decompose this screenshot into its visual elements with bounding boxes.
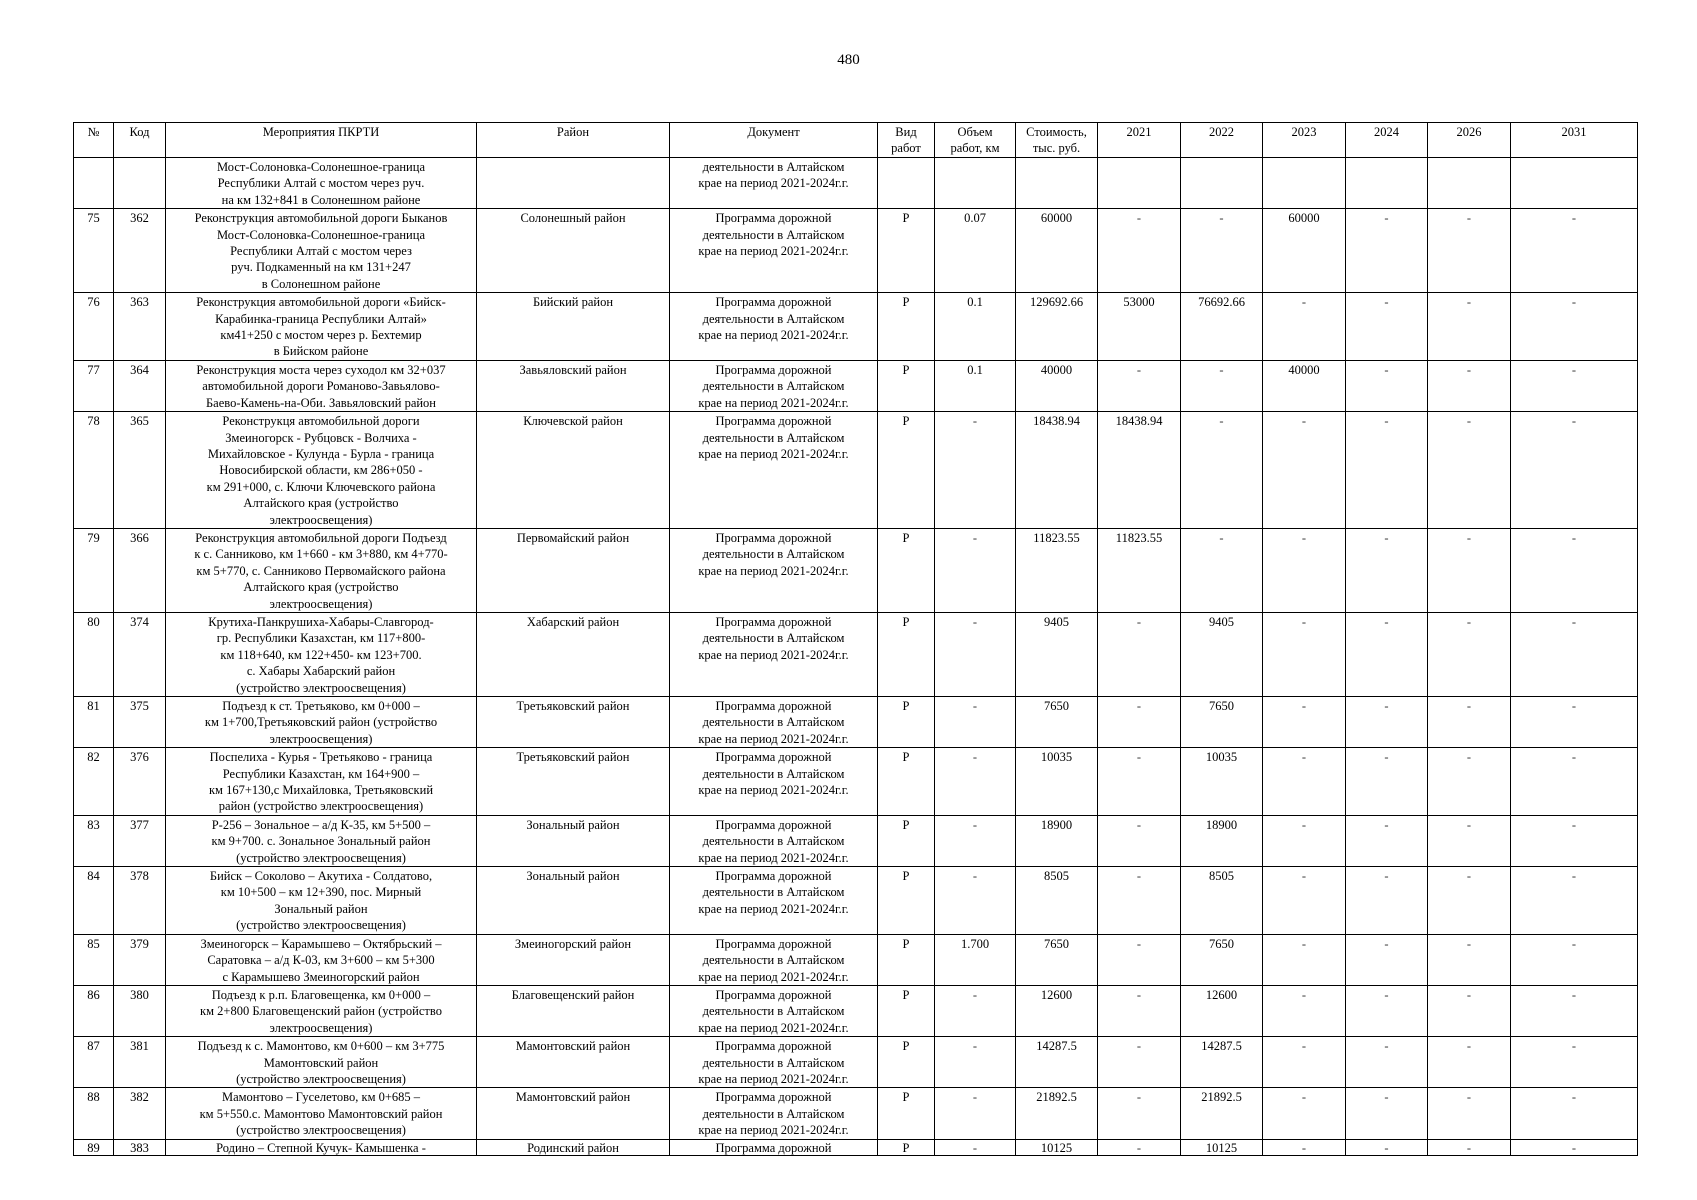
header-col-code: Код bbox=[114, 123, 166, 158]
row-number: 78 bbox=[74, 412, 114, 529]
year-2024-cell: - bbox=[1346, 1088, 1428, 1139]
year-2023-cell: - bbox=[1263, 985, 1346, 1036]
district-cell: Мамонтовский район bbox=[477, 1037, 670, 1088]
year-2023-cell: - bbox=[1263, 697, 1346, 748]
volume-cell: - bbox=[935, 985, 1016, 1036]
row-code: 375 bbox=[114, 697, 166, 748]
district-cell: Ключевской район bbox=[477, 412, 670, 529]
row-number: 87 bbox=[74, 1037, 114, 1088]
year-2026-cell: - bbox=[1428, 1139, 1511, 1155]
table-row bbox=[74, 412, 1638, 529]
table-row bbox=[74, 1088, 1638, 1139]
year-2031-cell: - bbox=[1511, 1037, 1638, 1088]
year-2031-cell: - bbox=[1511, 748, 1638, 816]
year-2024-cell: - bbox=[1346, 985, 1428, 1036]
table-row bbox=[74, 867, 1638, 935]
row-number: 83 bbox=[74, 815, 114, 866]
year-2023-cell: - bbox=[1263, 1088, 1346, 1139]
year-2023-cell: - bbox=[1263, 934, 1346, 985]
work-type-cell: Р bbox=[878, 412, 935, 529]
volume-cell bbox=[935, 158, 1016, 209]
year-2024-cell: - bbox=[1346, 528, 1428, 612]
year-2022-cell: 7650 bbox=[1181, 934, 1263, 985]
district-cell: Первомайский район bbox=[477, 528, 670, 612]
year-2023-cell: - bbox=[1263, 867, 1346, 935]
document-cell: Программа дорожной деятельности в Алтайском крае на период 2021-2024г.г. bbox=[670, 209, 878, 293]
event-cell: Мамонтово – Гуселетово, км 0+685 – км 5+550.с. Мамонтово Мамонтовский район (устройство электроосвещения) bbox=[166, 1088, 477, 1139]
event-cell: Мост-Солоновка-Солонешное-граница Республики Алтай с мостом через руч. на км 132+841 в Солонешном районе bbox=[166, 158, 477, 209]
year-2022-cell: 7650 bbox=[1181, 697, 1263, 748]
district-cell: Солонешный район bbox=[477, 209, 670, 293]
header-col-district: Район bbox=[477, 123, 670, 158]
work-type-cell: Р bbox=[878, 360, 935, 411]
year-2021-cell: - bbox=[1098, 360, 1181, 411]
cost-cell: 129692.66 bbox=[1016, 293, 1098, 361]
year-2022-cell: - bbox=[1181, 209, 1263, 293]
document-cell: Программа дорожной деятельности в Алтайском крае на период 2021-2024г.г. bbox=[670, 985, 878, 1036]
year-2022-cell: 21892.5 bbox=[1181, 1088, 1263, 1139]
year-2021-cell: - bbox=[1098, 748, 1181, 816]
cost-cell: 10035 bbox=[1016, 748, 1098, 816]
work-type-cell: Р bbox=[878, 528, 935, 612]
header-col-2031: 2031 bbox=[1511, 123, 1638, 158]
volume-cell: - bbox=[935, 528, 1016, 612]
year-2031-cell: - bbox=[1511, 293, 1638, 361]
year-2021-cell: - bbox=[1098, 867, 1181, 935]
event-cell: Змеиногорск – Карамышево – Октябрьский – Саратовка – а/д К-03, км 3+600 – км 5+300 с Карамышево Змеиногорский район bbox=[166, 934, 477, 985]
row-number: 76 bbox=[74, 293, 114, 361]
year-2024-cell: - bbox=[1346, 697, 1428, 748]
cost-cell: 10125 bbox=[1016, 1139, 1098, 1155]
row-number: 85 bbox=[74, 934, 114, 985]
year-2022-cell bbox=[1181, 158, 1263, 209]
year-2021-cell: - bbox=[1098, 612, 1181, 696]
table-row bbox=[74, 209, 1638, 293]
year-2024-cell: - bbox=[1346, 209, 1428, 293]
year-2021-cell: 53000 bbox=[1098, 293, 1181, 361]
year-2022-cell: 12600 bbox=[1181, 985, 1263, 1036]
year-2026-cell: - bbox=[1428, 209, 1511, 293]
year-2026-cell: - bbox=[1428, 934, 1511, 985]
table-header-row bbox=[74, 123, 1638, 158]
document-cell: Программа дорожной деятельности в Алтайском крае на период 2021-2024г.г. bbox=[670, 934, 878, 985]
year-2026-cell: - bbox=[1428, 612, 1511, 696]
cost-cell bbox=[1016, 158, 1098, 209]
year-2024-cell: - bbox=[1346, 815, 1428, 866]
year-2024-cell: - bbox=[1346, 412, 1428, 529]
year-2021-cell: - bbox=[1098, 1088, 1181, 1139]
year-2022-cell: - bbox=[1181, 412, 1263, 529]
row-number: 84 bbox=[74, 867, 114, 935]
year-2031-cell: - bbox=[1511, 1139, 1638, 1155]
volume-cell: 0.1 bbox=[935, 360, 1016, 411]
volume-cell: - bbox=[935, 867, 1016, 935]
year-2023-cell: - bbox=[1263, 1139, 1346, 1155]
work-type-cell: Р bbox=[878, 934, 935, 985]
year-2031-cell: - bbox=[1511, 612, 1638, 696]
row-number bbox=[74, 158, 114, 209]
year-2022-cell: 18900 bbox=[1181, 815, 1263, 866]
event-cell: Реконструкция автомобильной дороги Подъезд к с. Санниково, км 1+660 - км 3+880, км 4+770- км 5+770, с. Санниково Первомайского района Алтайского края (устройство электроосвещения) bbox=[166, 528, 477, 612]
header-col-number: № bbox=[74, 123, 114, 158]
year-2026-cell: - bbox=[1428, 1037, 1511, 1088]
event-cell: Реконструкция моста через суходол км 32+037 автомобильной дороги Романово-Завьялово- Баево-Камень-на-Оби. Завьяловский район bbox=[166, 360, 477, 411]
year-2024-cell bbox=[1346, 158, 1428, 209]
year-2031-cell: - bbox=[1511, 815, 1638, 866]
event-cell: Подъезд к ст. Третьяково, км 0+000 – км 1+700,Третьяковский район (устройство электроосвещения) bbox=[166, 697, 477, 748]
event-cell: Реконструкця автомобильной дороги Змеиногорск - Рубцовск - Волчиха - Михайловское - Кулунда - Бурла - граница Новосибирской области, км 286+050 - км 291+000, с. Ключи Ключевского района Алтайского края (устройство электроосвещения) bbox=[166, 412, 477, 529]
year-2022-cell: 14287.5 bbox=[1181, 1037, 1263, 1088]
document-cell: деятельности в Алтайском крае на период 2021-2024г.г. bbox=[670, 158, 878, 209]
document-cell: Программа дорожной деятельности в Алтайском крае на период 2021-2024г.г. bbox=[670, 1088, 878, 1139]
year-2024-cell: - bbox=[1346, 1037, 1428, 1088]
row-code: 363 bbox=[114, 293, 166, 361]
row-code: 364 bbox=[114, 360, 166, 411]
header-col-event: Мероприятия ПКРТИ bbox=[166, 123, 477, 158]
year-2023-cell: - bbox=[1263, 748, 1346, 816]
year-2026-cell: - bbox=[1428, 697, 1511, 748]
volume-cell: - bbox=[935, 1088, 1016, 1139]
table-row bbox=[74, 1139, 1638, 1155]
cost-cell: 21892.5 bbox=[1016, 1088, 1098, 1139]
year-2022-cell: 76692.66 bbox=[1181, 293, 1263, 361]
volume-cell: - bbox=[935, 1139, 1016, 1155]
header-col-document: Документ bbox=[670, 123, 878, 158]
district-cell: Змеиногорский район bbox=[477, 934, 670, 985]
document-cell: Программа дорожной деятельности в Алтайском крае на период 2021-2024г.г. bbox=[670, 867, 878, 935]
event-cell: Реконструкция автомобильной дороги Быканов Мост-Солоновка-Солонешное-граница Республики Алтай с мостом через руч. Подкаменный на км 131+247 в Солонешном районе bbox=[166, 209, 477, 293]
district-cell: Мамонтовский район bbox=[477, 1088, 670, 1139]
cost-cell: 7650 bbox=[1016, 697, 1098, 748]
year-2022-cell: 8505 bbox=[1181, 867, 1263, 935]
event-cell: Бийск – Соколово – Акутиха - Солдатово, км 10+500 – км 12+390, пос. Мирный Зональный район (устройство электроосвещения) bbox=[166, 867, 477, 935]
work-type-cell: Р bbox=[878, 293, 935, 361]
row-number: 79 bbox=[74, 528, 114, 612]
year-2026-cell: - bbox=[1428, 815, 1511, 866]
row-code: 380 bbox=[114, 985, 166, 1036]
year-2026-cell: - bbox=[1428, 1088, 1511, 1139]
year-2021-cell: - bbox=[1098, 697, 1181, 748]
header-col-2023: 2023 bbox=[1263, 123, 1346, 158]
volume-cell: 0.07 bbox=[935, 209, 1016, 293]
year-2024-cell: - bbox=[1346, 360, 1428, 411]
cost-cell: 12600 bbox=[1016, 985, 1098, 1036]
district-cell bbox=[477, 158, 670, 209]
year-2023-cell: - bbox=[1263, 815, 1346, 866]
document-cell: Программа дорожной деятельности в Алтайском крае на период 2021-2024г.г. bbox=[670, 612, 878, 696]
year-2031-cell: - bbox=[1511, 360, 1638, 411]
district-cell: Родинский район bbox=[477, 1139, 670, 1155]
row-code: 378 bbox=[114, 867, 166, 935]
table-row bbox=[74, 815, 1638, 866]
year-2026-cell: - bbox=[1428, 293, 1511, 361]
volume-cell: - bbox=[935, 815, 1016, 866]
year-2031-cell bbox=[1511, 158, 1638, 209]
page-number: 480 bbox=[837, 52, 860, 68]
year-2024-cell: - bbox=[1346, 1139, 1428, 1155]
row-number: 86 bbox=[74, 985, 114, 1036]
event-cell: Подъезд к с. Мамонтово, км 0+600 – км 3+775 Мамонтовский район (устройство электроосвещения) bbox=[166, 1037, 477, 1088]
row-code: 383 bbox=[114, 1139, 166, 1155]
row-number: 75 bbox=[74, 209, 114, 293]
work-type-cell: Р bbox=[878, 815, 935, 866]
work-type-cell: Р bbox=[878, 612, 935, 696]
header-col-cost: Стоимость, тыс. руб. bbox=[1016, 123, 1098, 158]
year-2021-cell: - bbox=[1098, 985, 1181, 1036]
row-code: 365 bbox=[114, 412, 166, 529]
district-cell: Зональный район bbox=[477, 815, 670, 866]
year-2022-cell: 10125 bbox=[1181, 1139, 1263, 1155]
table-row bbox=[74, 612, 1638, 696]
work-type-cell: Р bbox=[878, 1037, 935, 1088]
year-2026-cell bbox=[1428, 158, 1511, 209]
year-2023-cell: - bbox=[1263, 528, 1346, 612]
year-2022-cell: 10035 bbox=[1181, 748, 1263, 816]
year-2031-cell: - bbox=[1511, 528, 1638, 612]
row-number: 81 bbox=[74, 697, 114, 748]
row-code: 376 bbox=[114, 748, 166, 816]
year-2031-cell: - bbox=[1511, 697, 1638, 748]
volume-cell: - bbox=[935, 412, 1016, 529]
row-code: 374 bbox=[114, 612, 166, 696]
row-code: 362 bbox=[114, 209, 166, 293]
year-2023-cell: - bbox=[1263, 612, 1346, 696]
event-cell: Крутиха-Панкрушиха-Хабары-Славгород- гр. Республики Казахстан, км 117+800- км 118+640, км 122+450- км 123+700. с. Хабары Хабарский район (устройство электроосвещения) bbox=[166, 612, 477, 696]
year-2021-cell bbox=[1098, 158, 1181, 209]
document-cell: Программа дорожной деятельности в Алтайском крае на период 2021-2024г.г. bbox=[670, 1037, 878, 1088]
year-2031-cell: - bbox=[1511, 1088, 1638, 1139]
cost-cell: 11823.55 bbox=[1016, 528, 1098, 612]
volume-cell: 0.1 bbox=[935, 293, 1016, 361]
row-number: 82 bbox=[74, 748, 114, 816]
year-2024-cell: - bbox=[1346, 934, 1428, 985]
district-cell: Бийский район bbox=[477, 293, 670, 361]
year-2031-cell: - bbox=[1511, 934, 1638, 985]
district-cell: Благовещенский район bbox=[477, 985, 670, 1036]
document-cell: Программа дорожной деятельности в Алтайском крае на период 2021-2024г.г. bbox=[670, 360, 878, 411]
cost-cell: 8505 bbox=[1016, 867, 1098, 935]
table-row bbox=[74, 293, 1638, 361]
work-type-cell: Р bbox=[878, 985, 935, 1036]
event-cell: Подъезд к р.п. Благовещенка, км 0+000 – км 2+800 Благовещенский район (устройство электроосвещения) bbox=[166, 985, 477, 1036]
table-row bbox=[74, 697, 1638, 748]
year-2022-cell: - bbox=[1181, 528, 1263, 612]
year-2023-cell: - bbox=[1263, 1037, 1346, 1088]
work-type-cell: Р bbox=[878, 1088, 935, 1139]
year-2031-cell: - bbox=[1511, 412, 1638, 529]
cost-cell: 40000 bbox=[1016, 360, 1098, 411]
document-cell: Программа дорожной деятельности в Алтайском крае на период 2021-2024г.г. bbox=[670, 697, 878, 748]
year-2026-cell: - bbox=[1428, 412, 1511, 529]
year-2026-cell: - bbox=[1428, 360, 1511, 411]
year-2021-cell: - bbox=[1098, 1139, 1181, 1155]
district-cell: Зональный район bbox=[477, 867, 670, 935]
year-2026-cell: - bbox=[1428, 748, 1511, 816]
event-cell: Р-256 – Зональное – а/д К-35, км 5+500 – км 9+700. с. Зональное Зональный район (устройство электроосвещения) bbox=[166, 815, 477, 866]
year-2021-cell: - bbox=[1098, 1037, 1181, 1088]
row-number: 89 bbox=[74, 1139, 114, 1155]
year-2023-cell bbox=[1263, 158, 1346, 209]
cost-cell: 18438.94 bbox=[1016, 412, 1098, 529]
event-cell: Родино – Степной Кучук- Камышенка - bbox=[166, 1139, 477, 1155]
volume-cell: - bbox=[935, 697, 1016, 748]
year-2023-cell: 60000 bbox=[1263, 209, 1346, 293]
year-2021-cell: 18438.94 bbox=[1098, 412, 1181, 529]
row-code: 379 bbox=[114, 934, 166, 985]
work-type-cell: Р bbox=[878, 867, 935, 935]
document-cell: Программа дорожной деятельности в Алтайском крае на период 2021-2024г.г. bbox=[670, 748, 878, 816]
work-type-cell: Р bbox=[878, 748, 935, 816]
year-2026-cell: - bbox=[1428, 985, 1511, 1036]
year-2024-cell: - bbox=[1346, 293, 1428, 361]
roads-program-table bbox=[73, 122, 1638, 1156]
work-type-cell: Р bbox=[878, 1139, 935, 1155]
year-2026-cell: - bbox=[1428, 528, 1511, 612]
volume-cell: - bbox=[935, 612, 1016, 696]
row-code: 377 bbox=[114, 815, 166, 866]
work-type-cell: Р bbox=[878, 697, 935, 748]
header-col-volume: Объем работ, км bbox=[935, 123, 1016, 158]
cost-cell: 9405 bbox=[1016, 612, 1098, 696]
row-code: 366 bbox=[114, 528, 166, 612]
table-row bbox=[74, 528, 1638, 612]
header-col-2022: 2022 bbox=[1181, 123, 1263, 158]
year-2024-cell: - bbox=[1346, 867, 1428, 935]
table-row bbox=[74, 360, 1638, 411]
district-cell: Хабарский район bbox=[477, 612, 670, 696]
year-2031-cell: - bbox=[1511, 867, 1638, 935]
row-code bbox=[114, 158, 166, 209]
row-number: 80 bbox=[74, 612, 114, 696]
year-2023-cell: - bbox=[1263, 293, 1346, 361]
cost-cell: 14287.5 bbox=[1016, 1037, 1098, 1088]
document-cell: Программа дорожной деятельности в Алтайском крае на период 2021-2024г.г. bbox=[670, 412, 878, 529]
year-2022-cell: - bbox=[1181, 360, 1263, 411]
volume-cell: - bbox=[935, 748, 1016, 816]
cost-cell: 60000 bbox=[1016, 209, 1098, 293]
year-2021-cell: 11823.55 bbox=[1098, 528, 1181, 612]
cost-cell: 7650 bbox=[1016, 934, 1098, 985]
table-row bbox=[74, 934, 1638, 985]
document-cell: Программа дорожной bbox=[670, 1139, 878, 1155]
year-2022-cell: 9405 bbox=[1181, 612, 1263, 696]
work-type-cell: Р bbox=[878, 209, 935, 293]
year-2021-cell: - bbox=[1098, 815, 1181, 866]
year-2031-cell: - bbox=[1511, 985, 1638, 1036]
district-cell: Третьяковский район bbox=[477, 748, 670, 816]
volume-cell: - bbox=[935, 1037, 1016, 1088]
row-code: 381 bbox=[114, 1037, 166, 1088]
volume-cell: 1.700 bbox=[935, 934, 1016, 985]
year-2024-cell: - bbox=[1346, 612, 1428, 696]
document-cell: Программа дорожной деятельности в Алтайском крае на период 2021-2024г.г. bbox=[670, 815, 878, 866]
document-cell: Программа дорожной деятельности в Алтайском крае на период 2021-2024г.г. bbox=[670, 528, 878, 612]
header-col-work-type: Вид работ bbox=[878, 123, 935, 158]
event-cell: Поспелиха - Курья - Третьяково - граница Республики Казахстан, км 164+900 – км 167+130,с Михайловка, Третьяковский район (устройство электроосвещения) bbox=[166, 748, 477, 816]
district-cell: Третьяковский район bbox=[477, 697, 670, 748]
row-code: 382 bbox=[114, 1088, 166, 1139]
document-cell: Программа дорожной деятельности в Алтайском крае на период 2021-2024г.г. bbox=[670, 293, 878, 361]
work-type-cell bbox=[878, 158, 935, 209]
year-2023-cell: 40000 bbox=[1263, 360, 1346, 411]
year-2031-cell: - bbox=[1511, 209, 1638, 293]
row-number: 77 bbox=[74, 360, 114, 411]
district-cell: Завьяловский район bbox=[477, 360, 670, 411]
cost-cell: 18900 bbox=[1016, 815, 1098, 866]
year-2023-cell: - bbox=[1263, 412, 1346, 529]
table-row bbox=[74, 158, 1638, 209]
year-2024-cell: - bbox=[1346, 748, 1428, 816]
year-2026-cell: - bbox=[1428, 867, 1511, 935]
year-2021-cell: - bbox=[1098, 209, 1181, 293]
table-row bbox=[74, 1037, 1638, 1088]
table-row bbox=[74, 985, 1638, 1036]
event-cell: Реконструкция автомобильной дороги «Бийск- Карабинка-граница Республики Алтай» км41+250 с мостом через р. Бехтемир в Бийском районе bbox=[166, 293, 477, 361]
header-col-2021: 2021 bbox=[1098, 123, 1181, 158]
header-col-2024: 2024 bbox=[1346, 123, 1428, 158]
table-row bbox=[74, 748, 1638, 816]
year-2021-cell: - bbox=[1098, 934, 1181, 985]
header-col-2026: 2026 bbox=[1428, 123, 1511, 158]
row-number: 88 bbox=[74, 1088, 114, 1139]
